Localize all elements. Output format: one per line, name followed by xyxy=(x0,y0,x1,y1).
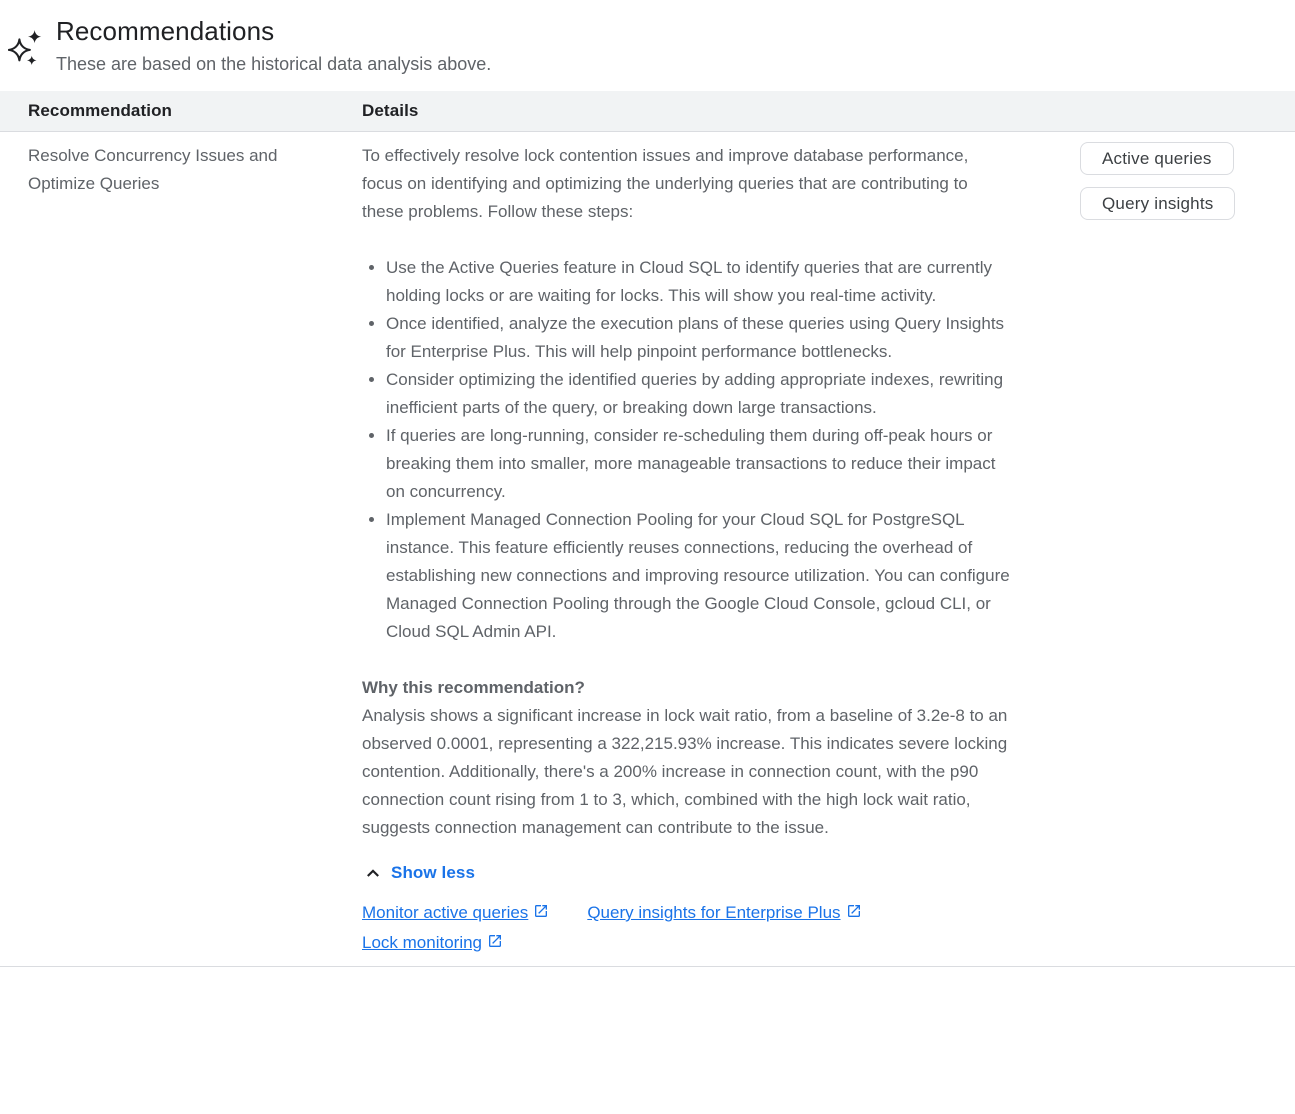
table-header-row xyxy=(0,91,1295,132)
external-link-icon xyxy=(533,900,549,928)
details-bullet-list xyxy=(362,254,1012,646)
show-less-button[interactable] xyxy=(362,859,475,887)
gemini-sparkle-icon xyxy=(8,26,46,70)
link-query-insights-enterprise-plus[interactable]: Query insights for Enterprise Plus xyxy=(587,898,861,928)
recommendations-table xyxy=(0,91,1295,967)
why-recommendation-body: Analysis shows a significant increase in lock wait ratio, from a baseline of 3.2e-8 to an observed 0.0001, representing a 322,215.93% increase. This indicates severe locking contention. Additionally, there's a 200% increase in connection count, with the p90 connection count rising from 1 to 3, which, combined with the high lock wait ratio, suggests connection management can contribute to the issue. xyxy=(362,706,1008,837)
active-queries-button[interactable]: Active queries xyxy=(1080,142,1234,175)
page-subtitle: These are based on the historical data analysis above. xyxy=(56,54,492,74)
chevron-up-icon xyxy=(362,862,384,884)
external-link-icon xyxy=(846,900,862,928)
show-less-label: Show less xyxy=(391,863,476,882)
bullet-item: • Consider optimizing the identified queries by adding appropriate indexes, rewriting inefficient parts of the query, or breaking down large transactions. xyxy=(386,366,1012,422)
recommendations-header xyxy=(0,0,1295,91)
query-insights-button[interactable]: Query insights xyxy=(1080,187,1235,220)
bullet-item: • Once identified, analyze the execution plans of these queries using Query Insights for Enterprise Plus. This will help pinpoint performance bottlenecks. xyxy=(386,310,1012,366)
table-row xyxy=(0,132,1295,967)
recommendation-title: Resolve Concurrency Issues and Optimize Queries xyxy=(28,146,278,193)
details-intro: To effectively resolve lock contention issues and improve database performance, focus on identifying and optimizing the underlying queries that are contributing to these problems. Follow these steps: xyxy=(362,146,969,221)
documentation-links xyxy=(362,898,1012,958)
details-cell xyxy=(362,140,1012,958)
bullet-item: • If queries are long-running, consider re-scheduling them during off-peak hours or breaking them into smaller, more manageable transactions to reduce their impact on concurrency. xyxy=(386,422,1012,506)
column-header-recommendation: Recommendation xyxy=(28,101,173,120)
link-lock-monitoring[interactable]: Lock monitoring xyxy=(362,928,503,958)
page-title: Recommendations xyxy=(56,16,275,46)
column-header-details: Details xyxy=(362,101,419,120)
bullet-item: • Implement Managed Connection Pooling for your Cloud SQL for PostgreSQL instance. This feature efficiently reuses connections, reducing the overhead of establishing new connections and improving resource utilization. You can configure Managed Connection Pooling through the Google Cloud Console, gcloud CLI, or Cloud SQL Admin API. xyxy=(386,506,1012,646)
why-recommendation-heading: Why this recommendation? xyxy=(362,678,585,697)
bullet-item: • Use the Active Queries feature in Cloud SQL to identify queries that are currently holding locks or are waiting for locks. This will show you real-time activity. xyxy=(386,254,1012,310)
actions-cell xyxy=(1045,140,1295,958)
link-monitor-active-queries[interactable]: Monitor active queries xyxy=(362,898,549,928)
external-link-icon xyxy=(487,930,503,958)
